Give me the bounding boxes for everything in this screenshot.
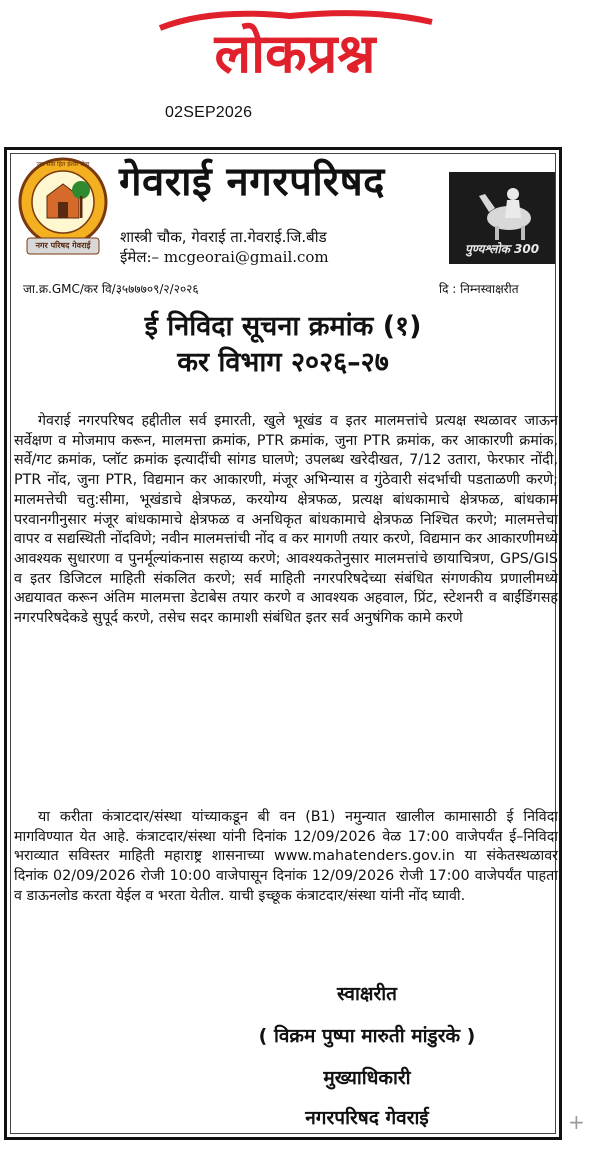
organization-name: गेवराई नगरपरिषद: [119, 159, 385, 205]
seal-top-text: जन सेवा हित ईश्वर सेवा: [36, 161, 90, 168]
masthead-logo-text: लोकप्रश्न: [214, 22, 376, 85]
organization-email: ईमेल:– mcgeorai@gmail.com: [120, 248, 329, 266]
seal-bottom-text: नगर परिषद गेवराई: [35, 241, 91, 250]
reference-number: जा.क्र.GMC/कर वि/३५७७७०९/२/२०२६: [23, 282, 199, 296]
masthead-logo: [150, 2, 440, 94]
municipal-seal: [17, 156, 109, 260]
signatory-designation: मुख्याधिकारी: [323, 1067, 411, 1089]
reference-date: दि : निम्नस्वाक्षरीत: [439, 282, 519, 296]
organization-address: शास्त्री चौक, गेवराई ता.गेवराई.जि.बीड: [120, 228, 327, 246]
notice-frame: [4, 147, 562, 1140]
notice-title: ई निविदा सूचना क्रमांक (१): [144, 311, 422, 342]
publication-date: 02SEP2026: [165, 104, 253, 121]
signatory-name: ( विक्रम पुष्पा मारुती मांडुरके ): [258, 1025, 476, 1047]
signature-signed: स्वाक्षरीत: [336, 983, 398, 1005]
crop-mark-icon: +: [568, 1110, 585, 1134]
commemorative-photo: [449, 172, 555, 264]
notice-paragraph-1: गेवराई नगरपरिषद हद्दीतील सर्व इमारती, खुले भूखंड व इतर मालमत्तांचे प्रत्यक्ष स्थळावर जाऊन सर्वेक्षण व मोजमाप करून, मालमत्ता क्रमांक, PTR क्रमांक, जुना PTR क्रमांक, कर आकारणी क्रमांक, सर्वे/गट क्रमांक, प्लॉट क्रमांक इत्यादींची सांगड घालणे; उपलब्ध खरेदीखत, 7/12 उतारा, फेरफार नोंदी, PTR नोंद, जुना PTR, विद्यमान कर आकारणी, मंजूर अभिन्यास व गुंठेवारी संदर्भाची पडताळणी करणे; मालमत्तेची चतु:सीमा, भूखंडाचे क्षेत्रफळ, करयोग्य क्षेत्रफळ, प्रत्यक्ष बांधकामाचे क्षेत्रफळ, बांधकाम परवानगीनुसार मंजूर बांधकामाचे क्षेत्रफळ व अनधिकृत बांधकामाचे क्षेत्रफळ निश्चित करणे; मालमत्तेचा वापर व सद्यस्थिती नोंदविणे; नवीन मालमत्तांची नोंद व कर मागणी तयार करणे, विद्यमान कर आकारणीमध्ये आवश्यक सुधारणा व पुनर्मूल्यांकनास सहाय्य करणे; आवश्यकतेनुसार मालमत्तांचे छायाचित्रण, GPS/GIS व इतर डिजिटल माहिती संकलित करणे; सर्व माहिती नगरपरिषदेच्या संबंधित संगणकीय प्रणालीमध्ये अद्ययावत करून अंतिम मालमत्ता डेटाबेस तयार करणे व आवश्यक अहवाल, प्रिंट, स्टेशनरी व बाईंडिंगसह नगरपरिषदेकडे सुपूर्द करणे, तसेच सदर कामाशी संबंधित इतर सर्व अनुषंगिक कामे करणे: [14, 413, 558, 627]
signatory-office: नगरपरिषद गेवराई: [305, 1107, 429, 1129]
notice-paragraph-2: या करीता कंत्राटदार/संस्था यांच्याकडून बी वन (B1) नमुन्यात खालील कामासाठी ई निविदा मागविण्यात येत आहे. कंत्राटदार/संस्था यांनी दिनांक 12/09/2026 वेळ 17:00 वाजेपर्यंत ई–निविदा भराव्यात सविस्तर माहिती महाराष्ट्र शासनाच्या www.mahatenders.gov.in या संकेतस्थळावर दिनांक 02/09/2026 रोजी 10:00 वाजेपासून दिनांक 12/09/2026 रोजी 17:00 वाजेपर्यंत पाहता व डाऊनलोड करता येईल व भरता येतील. याची इच्छूक कंत्राटदार/संस्था यांनी नोंद घ्यावी.: [14, 809, 558, 904]
newspaper-masthead: [150, 2, 440, 94]
reference-line: [7, 280, 559, 298]
photo-caption: पुण्यश्लोक 300: [464, 242, 540, 256]
notice-subtitle: कर विभाग २०२६–२७: [177, 347, 389, 378]
